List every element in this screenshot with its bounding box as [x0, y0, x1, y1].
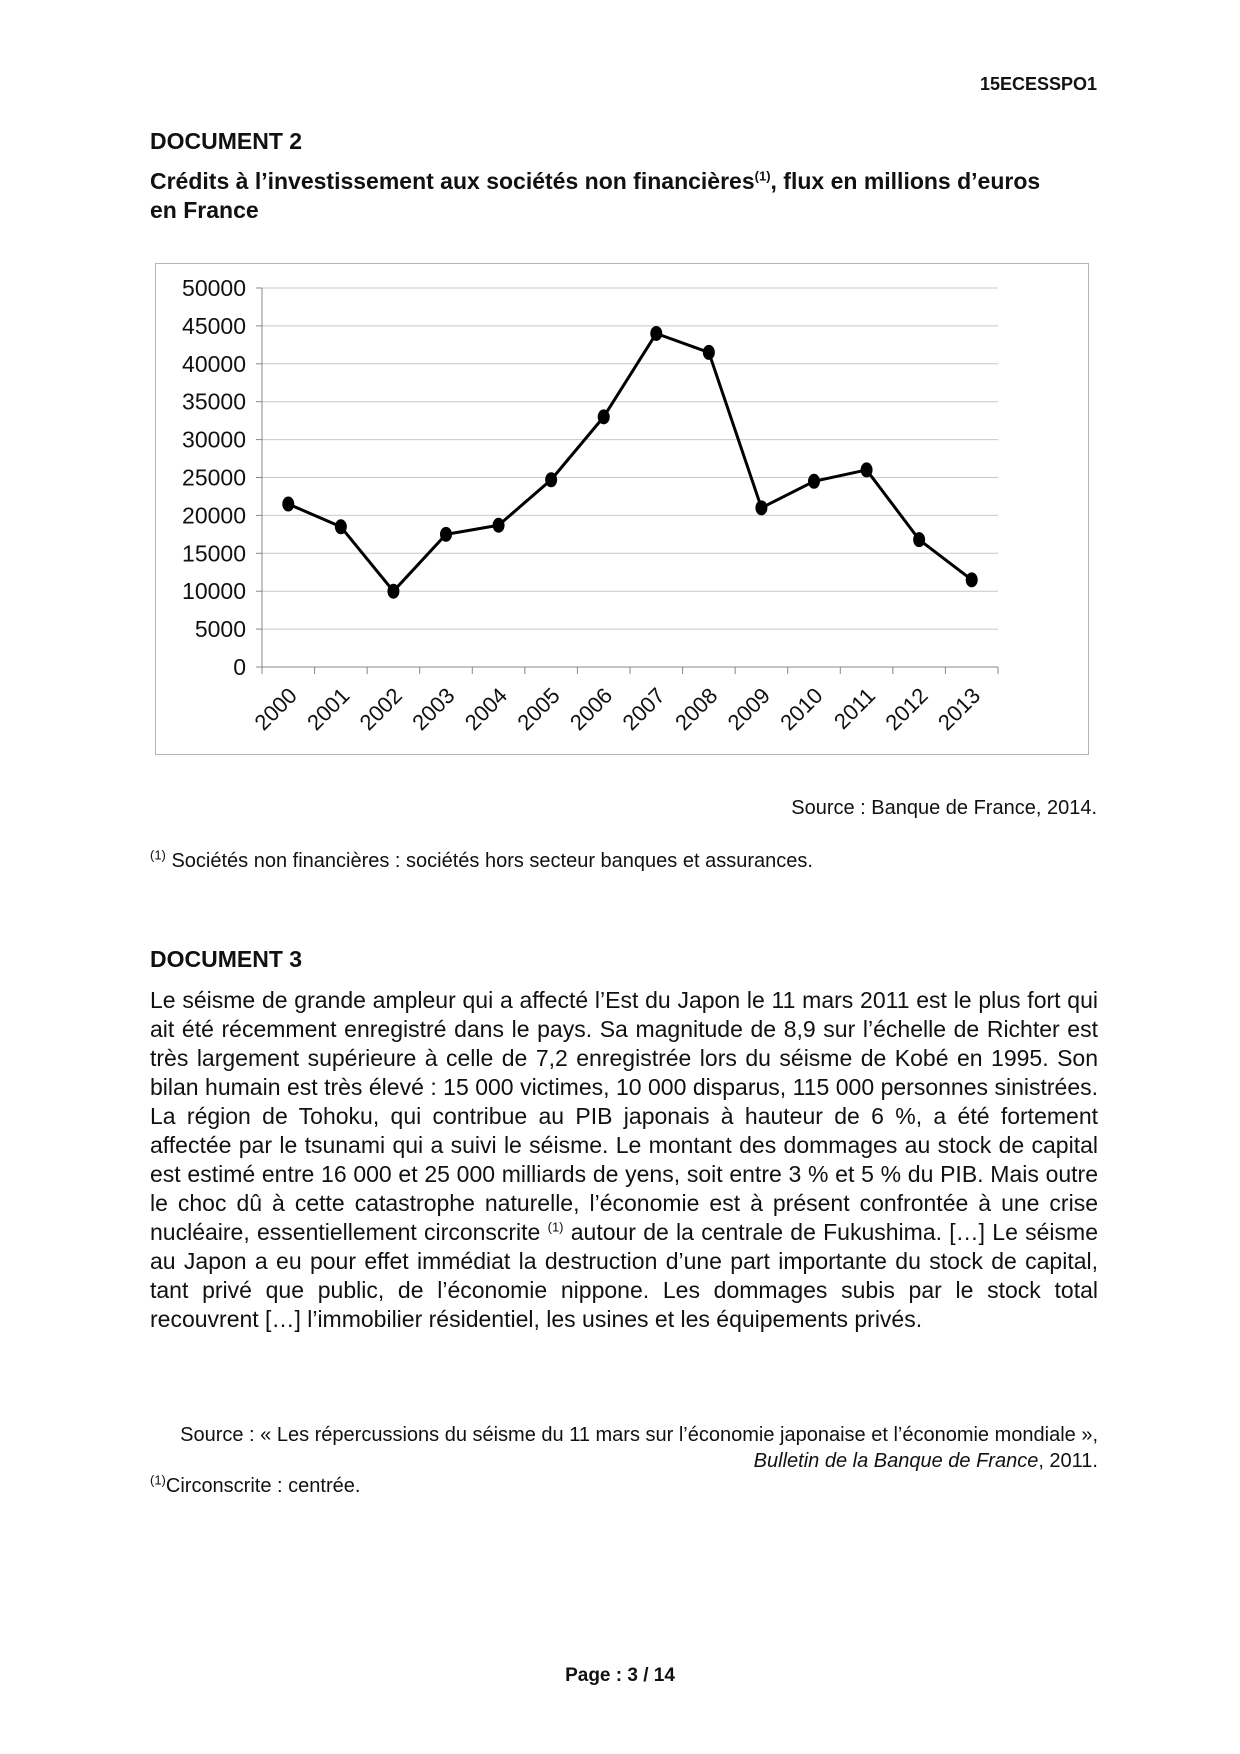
chart-source: Source : Banque de France, 2014.	[791, 797, 1097, 819]
source-year: , 2011.	[1038, 1450, 1098, 1472]
data-point	[808, 474, 820, 489]
data-point	[387, 584, 399, 599]
data-point	[966, 572, 978, 587]
x-tick-label: 2007	[617, 682, 670, 736]
data-point	[755, 500, 767, 515]
source-publication: Bulletin de la Banque de France	[753, 1450, 1039, 1472]
footnote-2-marker: (1)	[150, 1472, 166, 1488]
chart-title-footnote-marker: (1)	[754, 168, 771, 184]
x-tick-label: 2004	[459, 682, 513, 736]
data-point	[493, 518, 505, 533]
series-line	[288, 333, 971, 591]
data-point	[703, 345, 715, 360]
x-tick-label: 2001	[302, 682, 355, 736]
x-tick-label: 2000	[249, 682, 302, 736]
data-point	[545, 472, 557, 487]
x-tick-label: 2011	[828, 682, 881, 734]
y-tick-label: 40000	[182, 350, 246, 377]
chart-title	[150, 167, 1050, 225]
data-point	[861, 462, 873, 477]
document-3-label: DOCUMENT 3	[150, 946, 303, 972]
chart-title-part-1: Crédits à l’investissement aux sociétés non financières	[150, 168, 755, 194]
y-tick-label: 25000	[182, 464, 246, 491]
y-tick-label: 50000	[182, 275, 246, 301]
document-code: 15ECESSPO1	[979, 74, 1097, 94]
x-tick-label: 2009	[722, 682, 775, 736]
footnote-2-text: Circonscrite : centrée.	[165, 1475, 361, 1497]
document-3-source	[150, 1422, 1098, 1474]
paragraph-part-1: Le séisme de grande ampleur qui a affecté l’Est du Japon le 11 mars 2011 est le plus fort qui ait été récemment enregistré dans le pays. Sa magnitude de 8,9 sur l’échelle de Richter est très largement supérieure à celle de 7,2 enregistrée lors du séisme de Kobé en 1995. Son bilan humain est très élevé : 15 000 victimes, 10 000 disparus, 115 000 personnes sinistrées. La région de Tohoku, qui contribue au PIB japonais à hauteur de 6 %, a été fortement affectée par le tsunami qui a suivi le séisme. Le montant des dommages au stock de capital est estimé entre 16 000 et 25 000 milliards de yens, soit entre 3 % et 5 % du PIB. Mais outre le choc dû à cette catastrophe naturelle, l’économie est à présent confrontée à une crise nucléaire, essentiellement circonscrite	[150, 987, 1098, 1245]
paragraph-part-2: autour de la centrale de Fukushima. […] Le séisme au Japon a eu pour effet immédiat la destruction d’une part importante du stock de capital, tant privé que public, de l’économie nippone. Les dommages subis par le stock total recouvrent […] l’immobilier résidentiel, les usines et les équipements privés.	[150, 1219, 1098, 1332]
x-tick-label: 2002	[354, 682, 407, 736]
page-number: Page : 3 / 14	[565, 1665, 675, 1686]
footnote-2	[150, 1472, 361, 1498]
line-chart-svg	[156, 264, 1088, 754]
footnote-1-marker: (1)	[150, 847, 166, 863]
x-tick-label: 2010	[775, 682, 828, 736]
y-tick-label: 10000	[182, 578, 246, 605]
data-point	[913, 532, 925, 547]
x-tick-label: 2012	[880, 682, 933, 736]
data-point	[650, 326, 662, 341]
y-tick-label: 30000	[182, 426, 246, 453]
x-tick-label: 2005	[512, 682, 565, 736]
document-2-label: DOCUMENT 2	[150, 128, 303, 154]
y-tick-label: 15000	[182, 540, 246, 567]
document-3-paragraph	[150, 986, 1098, 1334]
data-point	[335, 519, 347, 534]
x-tick-label: 2008	[670, 682, 723, 736]
x-tick-label: 2003	[407, 682, 460, 736]
paragraph-footnote-marker: (1)	[547, 1219, 564, 1235]
x-tick-label: 2006	[564, 682, 618, 736]
data-point	[282, 497, 294, 512]
data-point	[440, 527, 452, 542]
y-tick-label: 45000	[182, 312, 246, 339]
chart-title-part-2: , flux en millions d’euros en France	[150, 168, 1041, 223]
data-point	[598, 409, 610, 424]
y-tick-label: 0	[233, 654, 246, 680]
y-tick-label: 5000	[194, 616, 246, 643]
x-tick-label: 2013	[932, 682, 986, 736]
footnote-1	[150, 847, 813, 873]
source-text: Source : « Les répercussions du séisme du 11 mars sur l’économie japonaise et l’économie mondiale »,	[180, 1424, 1098, 1446]
footnote-1-text: Sociétés non financières : sociétés hors secteur banques et assurances.	[165, 850, 813, 872]
y-tick-label: 35000	[182, 388, 246, 415]
y-tick-label: 20000	[182, 502, 246, 529]
line-chart	[155, 263, 1089, 755]
